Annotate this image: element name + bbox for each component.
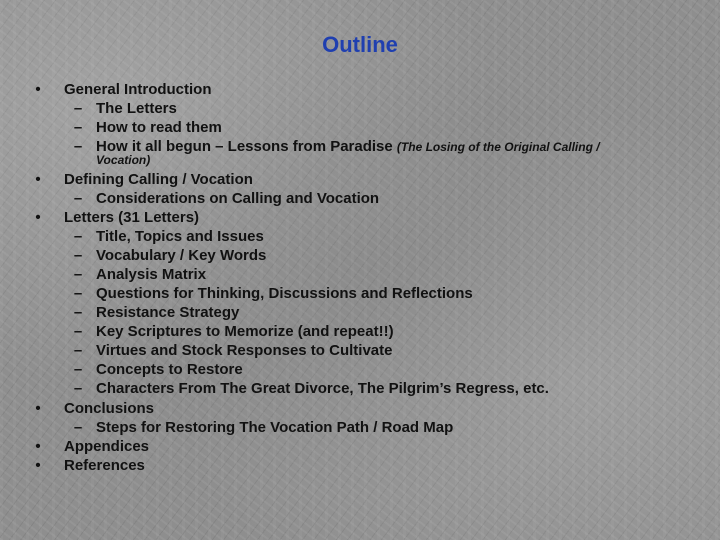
bullet-marker: • — [35, 400, 41, 417]
dash-marker: – — [73, 361, 83, 378]
outline-subitem-how-to-read: How to read them — [96, 119, 222, 136]
dash-marker: – — [73, 419, 83, 436]
outline-subitem-considerations: Considerations on Calling and Vocation — [96, 190, 380, 207]
outline-subitem-title-topics: Title, Topics and Issues — [96, 228, 264, 245]
outline-item-letters: Letters (31 Letters) — [64, 209, 200, 226]
dash-marker: – — [73, 266, 83, 283]
dash-marker: – — [73, 323, 83, 340]
outline-item-conclusions: Conclusions — [64, 400, 155, 417]
bullet-marker: • — [35, 457, 41, 474]
bullet-marker: • — [35, 209, 41, 226]
outline-subitem-how-it-began-note-wrap: Vocation) — [96, 153, 151, 167]
dash-marker: – — [73, 119, 83, 136]
outline-item-references: References — [64, 457, 145, 474]
outline-subitem-concepts: Concepts to Restore — [96, 361, 243, 378]
outline-subitem-how-it-began-note: (The Losing of the Original Calling / — [396, 140, 600, 154]
outline-subitem-key-scriptures: Key Scriptures to Memorize (and repeat!!) — [96, 323, 394, 340]
dash-marker: – — [73, 380, 83, 397]
slide-title: Outline — [322, 32, 398, 57]
outline-subitem-characters: Characters From The Great Divorce, The Pilgrim’s Regress, etc. — [96, 380, 549, 397]
outline-subitem-analysis-matrix: Analysis Matrix — [96, 266, 207, 283]
dash-marker: – — [73, 190, 83, 207]
outline-subitem-how-it-began-text: How it all begun – Lessons from Paradise — [96, 138, 393, 155]
outline-subitem-how-it-began — [96, 137, 600, 156]
bullet-marker: • — [35, 81, 41, 98]
dash-marker: – — [73, 100, 83, 117]
dash-marker: – — [73, 342, 83, 359]
dash-marker: – — [73, 304, 83, 321]
outline-subitem-steps: Steps for Restoring The Vocation Path / Road Map — [96, 419, 454, 436]
outline-subitem-the-letters: The Letters — [96, 100, 177, 117]
outline-item-defining-calling: Defining Calling / Vocation — [64, 171, 253, 188]
outline-item-general-introduction: General Introduction — [64, 81, 212, 98]
dash-marker: – — [73, 228, 83, 245]
bullet-marker: • — [35, 171, 41, 188]
outline-subitem-resistance: Resistance Strategy — [96, 304, 240, 321]
outline-subitem-vocabulary: Vocabulary / Key Words — [96, 247, 267, 264]
bullet-marker: • — [35, 438, 41, 455]
dash-marker: – — [73, 285, 83, 302]
dash-marker: – — [73, 247, 83, 264]
outline-subitem-virtues: Virtues and Stock Responses to Cultivate — [96, 342, 393, 359]
outline-item-appendices: Appendices — [64, 438, 150, 455]
outline-subitem-questions: Questions for Thinking, Discussions and Reflections — [96, 285, 473, 302]
dash-marker: – — [73, 138, 83, 155]
